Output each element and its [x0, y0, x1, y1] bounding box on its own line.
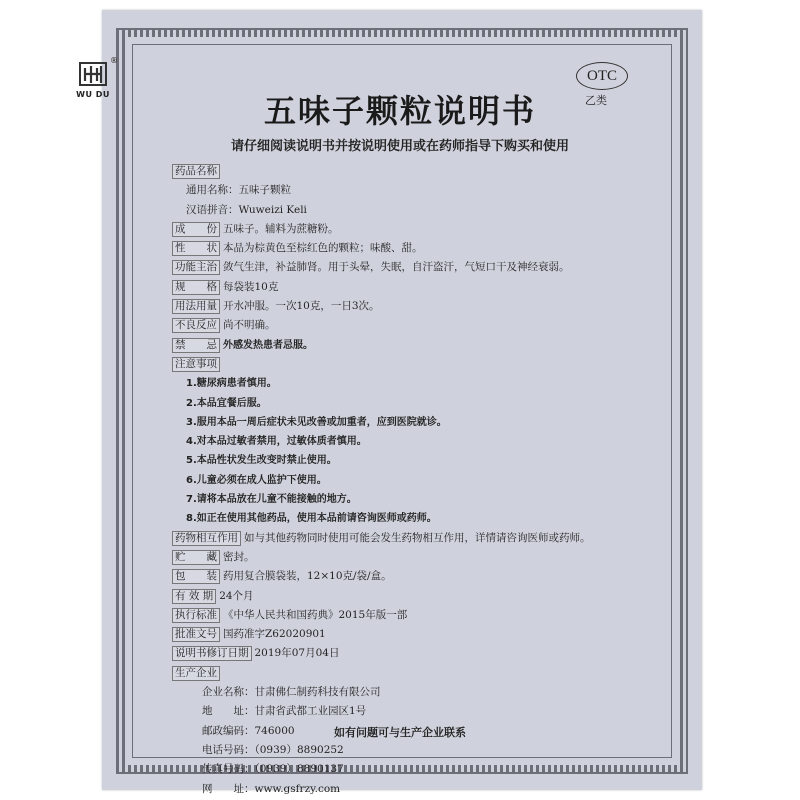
precaution-item: 1.糖尿病患者慎用。: [186, 378, 277, 390]
section-tag: 执行标准: [172, 608, 220, 623]
section-text: 本品为棕黄色至棕红色的颗粒；味酸、甜。: [223, 242, 423, 255]
precaution-item: 3.服用本品一周后症状未见改善或加重者，应到医院就诊。: [186, 416, 447, 428]
section-specification: [172, 278, 652, 297]
section-text: 外感发热患者忌服。: [223, 339, 313, 351]
precaution-item: 6.儿童必须在成人监护下使用。: [186, 474, 327, 486]
section-text: 尚不明确。: [223, 319, 276, 332]
section-tag: 说明书修订日期: [172, 646, 252, 661]
section-dosage: [172, 297, 652, 316]
section-tag: 规 格: [172, 280, 220, 295]
section-text: 开水冲服。一次10克，一日3次。: [223, 300, 380, 313]
section-ingredients: [172, 220, 652, 239]
section-interactions: [172, 529, 652, 548]
section-tag: 功能主治: [172, 260, 220, 275]
pinyin-name: 汉语拼音：Wuweizi Keli: [186, 203, 307, 216]
generic-name: 通用名称：五味子颗粒: [186, 184, 291, 197]
section-tag: 注意事项: [172, 357, 220, 372]
section-drug-name: [172, 162, 652, 181]
manufacturer-postcode: 邮政编码：746000: [202, 724, 295, 737]
manufacturer-website: 网 址：www.gsfrzy.com: [202, 782, 341, 795]
otc-class-label: 乙类: [585, 94, 607, 107]
section-text: 敛气生津，补益肺肾。用于头晕，失眠，自汗盗汗，气短口干及神经衰弱。: [223, 261, 570, 274]
leaflet-body: [172, 162, 652, 799]
section-manufacturer: [172, 664, 652, 683]
section-revision-date: [172, 644, 652, 663]
section-tag: 用法用量: [172, 299, 220, 314]
registered-mark: ®: [110, 56, 118, 65]
section-text: 《中华人民共和国药典》2015年版一部: [223, 608, 408, 621]
section-text: 2019年07月04日: [254, 647, 340, 660]
precaution-item: 7.请将本品放在儿童不能接触的地方。: [186, 494, 357, 506]
otc-badge: OTC: [576, 62, 628, 90]
section-text: 每袋装10克: [223, 280, 279, 293]
section-contraindications: [172, 336, 652, 355]
manufacturer-address: 地 址：甘肃省武都工业园区1号: [202, 705, 367, 718]
section-package: [172, 567, 652, 586]
section-tag: 药物相互作用: [172, 531, 241, 546]
section-precautions: [172, 355, 652, 374]
section-tag: 禁 忌: [172, 338, 220, 353]
manufacturer-name: 企业名称：甘肃佛仁制药科技有限公司: [202, 686, 381, 699]
precaution-item: 2.本品宜餐后服。: [186, 397, 267, 409]
section-tag: 性 状: [172, 241, 220, 256]
section-tag: 包 装: [172, 569, 220, 584]
section-tag: 批准文号: [172, 627, 220, 642]
section-validity: [172, 587, 652, 606]
section-approval: [172, 625, 652, 644]
section-storage: [172, 548, 652, 567]
section-description: [172, 239, 652, 258]
section-text: 国药准字Z62020901: [223, 628, 326, 641]
section-tag: 不良反应: [172, 318, 220, 333]
section-standard: [172, 606, 652, 625]
section-tag: 贮 藏: [172, 550, 220, 565]
section-text: 五味子。辅料为蔗糖粉。: [223, 222, 339, 235]
brand-mark-icon: [77, 60, 109, 88]
section-adverse-reactions: [172, 316, 652, 335]
manufacturer-phone: 电话号码：（0939）8890252: [202, 743, 344, 756]
manufacturer-fax: 传真号码：（0939）8890137: [202, 763, 344, 776]
section-tag: 成 份: [172, 222, 220, 237]
section-tag: 有 效 期: [172, 589, 216, 604]
section-text: 24个月: [219, 589, 254, 602]
section-text: 药用复合膜袋装，12×10克/袋/盒。: [223, 570, 392, 583]
section-indications: [172, 258, 652, 277]
brand-name: WU DU: [76, 90, 110, 99]
document-title: 五味子颗粒说明书: [263, 92, 536, 130]
section-text: 密封。: [223, 550, 255, 563]
document-subtitle: 请仔细阅读说明书并按说明使用或在药师指导下购买和使用: [230, 139, 569, 154]
section-tag: 药品名称: [172, 164, 220, 179]
precaution-item: 4.对本品过敏者禁用，过敏体质者慎用。: [186, 436, 367, 448]
section-tag: 生产企业: [172, 666, 220, 681]
precaution-item: 8.如正在使用其他药品，使用本品前请咨询医师或药师。: [186, 513, 437, 525]
footer-note: 如有问题可与生产企业联系: [334, 726, 466, 739]
section-text: 如与其他药物同时使用可能会发生药物相互作用，详情请咨询医师或药师。: [244, 531, 591, 544]
precaution-item: 5.本品性状发生改变时禁止使用。: [186, 455, 337, 467]
